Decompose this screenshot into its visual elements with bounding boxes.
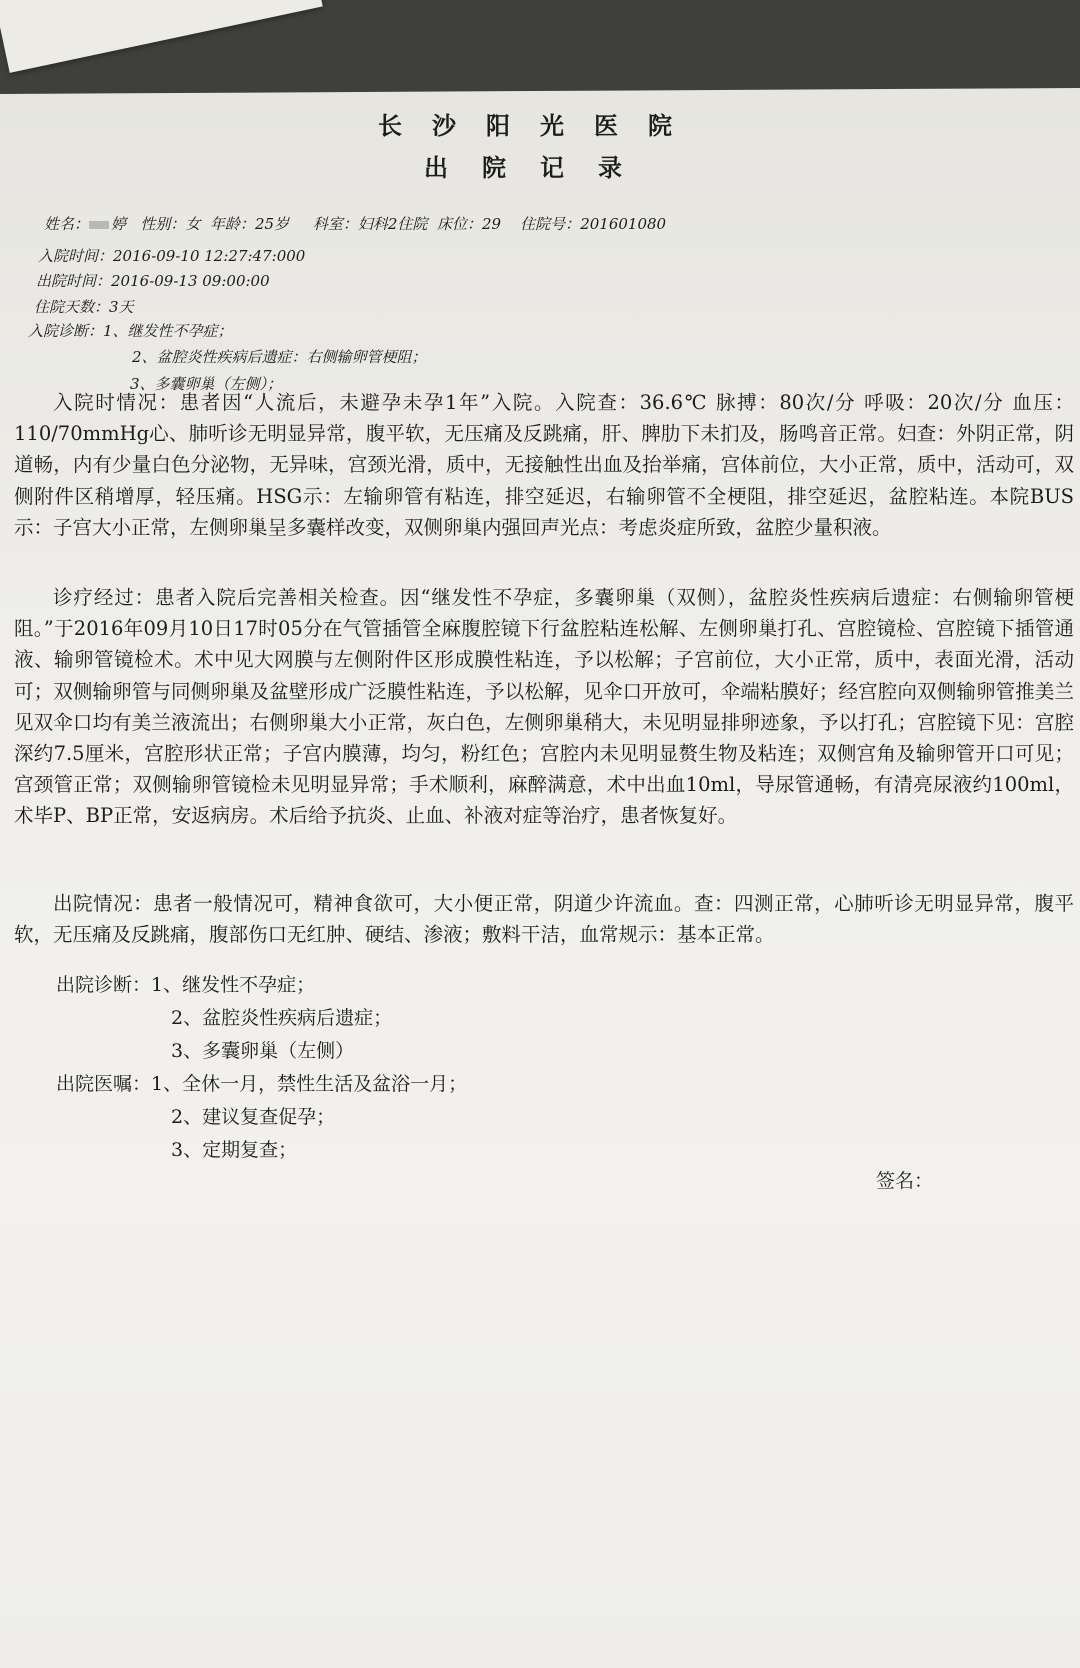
stay-days-row: [34, 296, 134, 317]
admission-time: 2016-09-10 12:27:47:000: [113, 247, 306, 265]
admission-diagnosis-item: 1、继发性不孕症；: [103, 322, 233, 340]
record-title: 出院记录: [424, 153, 656, 182]
admission-diagnosis-label: 入院诊断：: [28, 322, 104, 340]
discharge-diagnosis-item: 1、继发性不孕症；: [151, 974, 316, 996]
admission-condition-paragraph: 入院时情况：患者因“人流后，未避孕未孕1年”入院。入院查：36.6℃ 脉搏：80次/分 呼吸：20次/分 血压：110/70mmHg心、肺听诊无明显异常，腹平软，无压痛及反跳痛，肝、脾肋下未扪及，肠鸣音正常。妇查：外阴正常，阴道畅，内有少量白色分泌物，无异味，宫颈光滑，质中，无接触性出血及抬举痛，宫体前位，大小正常，质中，活动可，双侧附件区稍增厚，轻压痛。HSG示：左输卵管有粘连，排空延迟，右输卵管不全梗阻，排空延迟，盆腔粘连。本院BUS示：子宫大小正常，左侧卵巢呈多囊样改变，双侧卵巢内强回声光点：考虑炎症所致，盆腔少量积液。: [14, 391, 1074, 539]
admission-diagnosis-item: 3、多囊卵巢（左侧）；: [130, 375, 283, 393]
admission-diagnosis-row: [28, 320, 233, 341]
discharge-diagnosis-item: 2、盆腔炎性疾病后遗症；: [171, 1007, 393, 1029]
patient-age: 25岁: [254, 215, 290, 233]
discharge-time-row: [36, 270, 270, 291]
discharge-orders-row: [56, 1069, 467, 1096]
discharge-diagnosis-label: 出院诊断：: [56, 974, 152, 996]
stay-days: 3天: [109, 298, 134, 316]
bed-label: 床位：: [436, 215, 482, 233]
signature-label: 签名：: [876, 1170, 934, 1192]
inpatient-no-label: 住院号：: [520, 215, 581, 233]
gender-label: 性别：: [140, 215, 186, 233]
patient-dept: 妇科2住院: [357, 215, 428, 233]
admission-time-row: [38, 245, 305, 266]
patient-gender: 女: [185, 215, 201, 233]
hospital-name: 长沙阳光医院: [378, 111, 702, 140]
admission-diagnosis-item: 2、盆腔炎性疾病后遗症：右侧输卵管梗阻；: [132, 348, 427, 366]
age-label: 年龄：: [209, 215, 255, 233]
discharge-diagnosis-row: [56, 970, 315, 997]
discharge-order-item: 1、全休一月，禁性生活及盆浴一月；: [151, 1073, 468, 1095]
admission-time-label: 入院时间：: [38, 247, 114, 265]
stay-days-label: 住院天数：: [34, 298, 110, 316]
inpatient-number: 201601080: [580, 215, 667, 233]
patient-name: 婷: [111, 215, 127, 233]
dept-label: 科室：: [312, 215, 358, 233]
discharge-diagnosis-item: 3、多囊卵巢（左侧）: [171, 1040, 355, 1062]
discharge-time-label: 出院时间：: [36, 272, 112, 290]
discharge-condition-paragraph: 出院情况：患者一般情况可，精神食欲可，大小便正常，阴道少许流血。查：四测正常，心肺听诊无明显异常，腹平软，无压痛及反跳痛，腹部伤口无红肿、硬结、渗液；敷料干洁，血常规示：基本正常。: [14, 892, 1074, 947]
name-label: 姓名：: [44, 215, 90, 233]
treatment-course-paragraph: 诊疗经过：患者入院后完善相关检查。因“继发性不孕症，多囊卵巢（双侧），盆腔炎性疾病后遗症：右侧输卵管梗阻。”于2016年09月10日17时05分在气管插管全麻腹腔镜下行盆腔粘连松解、左侧卵巢打孔、宫腔镜检、宫腔镜下插管通液、输卵管镜检术。术中见大网膜与左侧附件区形成膜性粘连，予以松解；子宫前位，大小正常，质中，表面光滑，活动可；双侧输卵管与同侧卵巢及盆壁形成广泛膜性粘连，予以松解，见伞口开放可，伞端粘膜好；经宫腔向双侧输卵管推美兰见双伞口均有美兰液流出；右侧卵巢大小正常，灰白色，左侧卵巢稍大，未见明显排卵迹象，予以打孔；宫腔镜下见：宫腔深约7.5厘米，宫腔形状正常；子宫内膜薄，均匀，粉红色；宫腔内未见明显赘生物及粘连；双侧宫角及输卵管开口可见；宫颈管正常；双侧输卵管镜检未见明显异常；手术顺利，麻醉满意，术中出血10ml，导尿管通畅，有清亮尿液约100ml，术毕P、BP正常，安返病房。术后给予抗炎、止血、补液对症等治疗，患者恢复好。: [14, 586, 1074, 828]
discharge-orders-label: 出院医嘱：: [56, 1073, 152, 1095]
discharge-order-item: 3、定期复查；: [171, 1139, 298, 1161]
redacted-name-mark: [89, 221, 109, 229]
discharge-time: 2016-09-13 09:00:00: [111, 272, 270, 290]
patient-info-row: [44, 213, 666, 234]
discharge-order-item: 2、建议复查促孕；: [171, 1106, 336, 1128]
patient-bed: 29: [482, 215, 502, 233]
